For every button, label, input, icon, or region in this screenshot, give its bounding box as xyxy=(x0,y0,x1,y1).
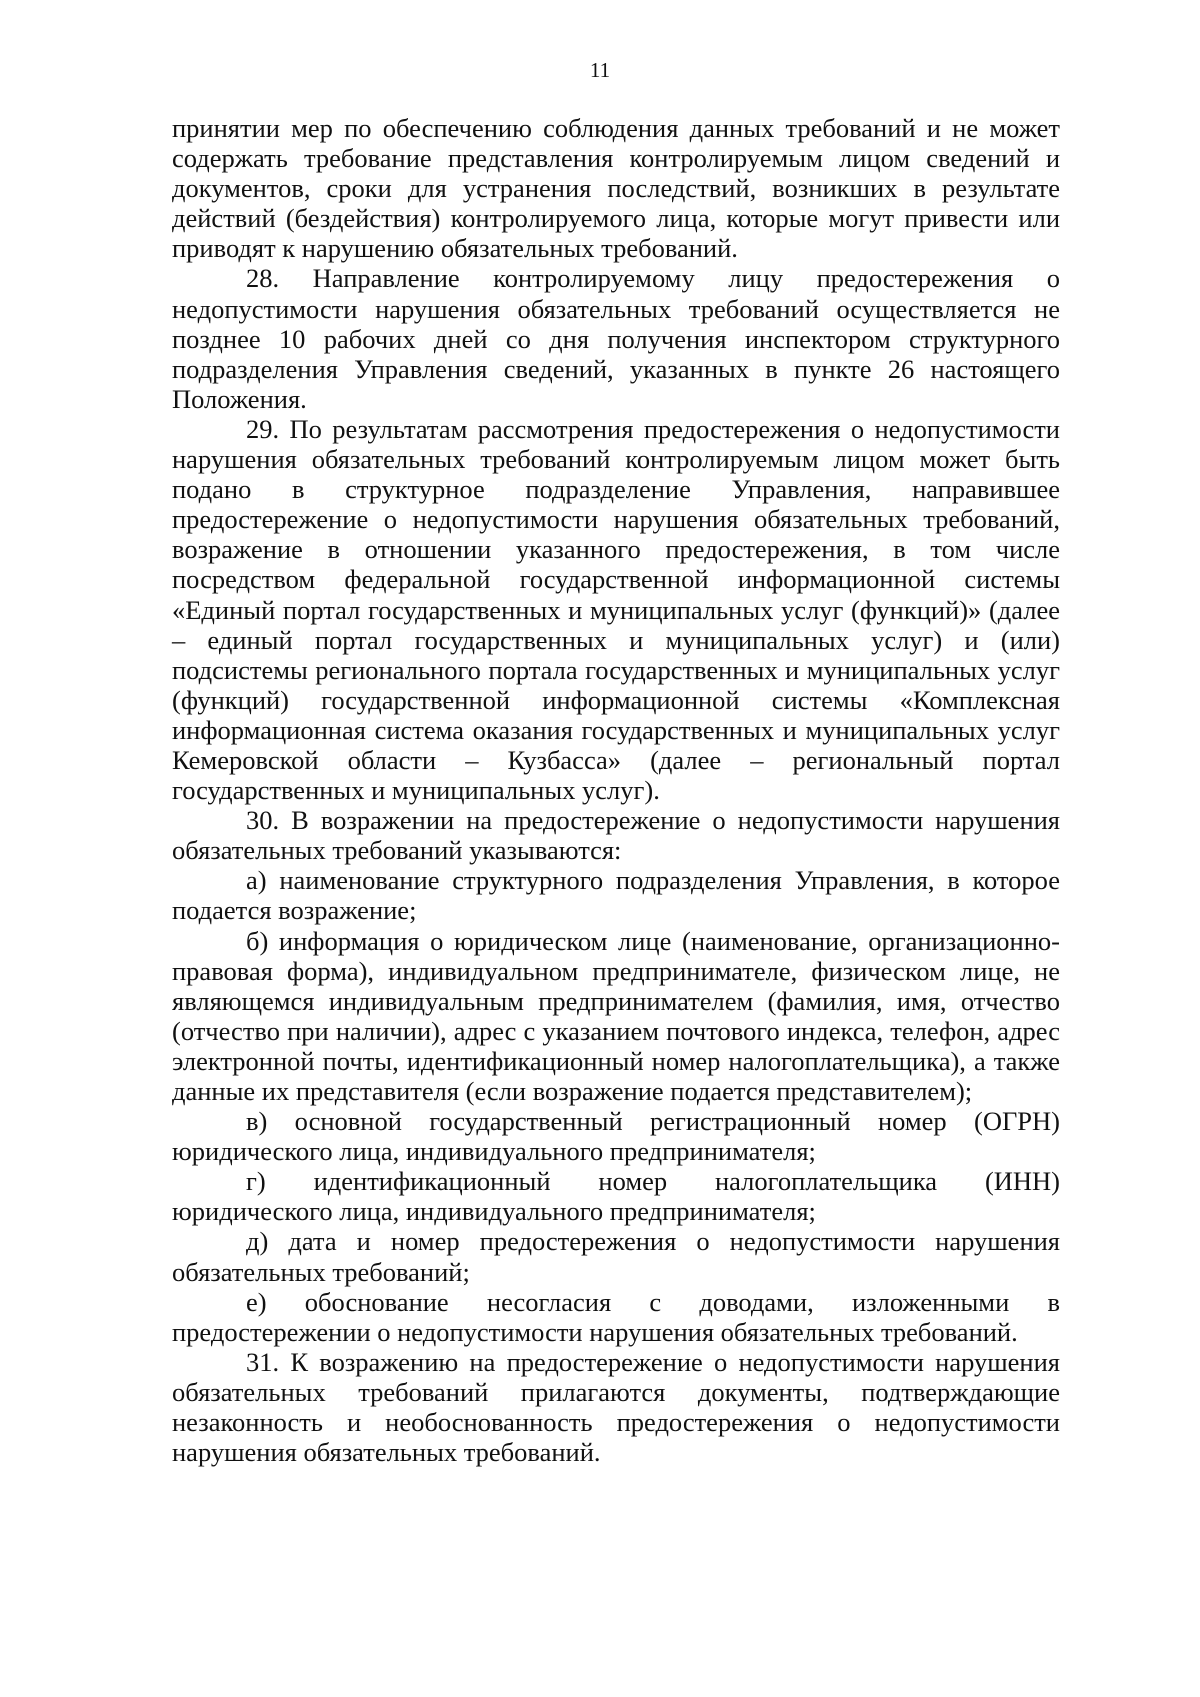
document-body xyxy=(172,113,1060,1467)
subitem-v: в) основной государственный регистрационный номер (ОГРН) юридического лица, индивидуального предпринимателя; xyxy=(172,1106,1060,1167)
page-number: 11 xyxy=(589,58,611,82)
paragraph-item-30: 30. В возражении на предостережение о недопустимости нарушения обязательных требований указываются: xyxy=(172,805,1060,866)
paragraph-item-31: 31. К возражению на предостережение о недопустимости нарушения обязательных требований прилагаются документы, подтверждающие незаконность и необоснованность предостережения о недопустимости нарушения обязательных требований. xyxy=(172,1346,1060,1468)
paragraph-item-29: 29. По результатам рассмотрения предостережения о недопустимости нарушения обязательных требований контролируемым лицом может быть подано в структурное подразделение Управления, направившее предостережение о недопустимости нарушения обязательных требований, возражение в отношении указанного предостережения, в том числе посредством федеральной государственной информационной системы «Единый портал государственных и муниципальных услуг (функций)» (далее – единый портал государственных и муниципальных услуг) и (или) подсистемы регионального портала государственных и муниципальных услуг (функций) государственной информационной системы «Комплексная информационная система оказания государственных и муниципальных услуг Кемеровской области – Кузбасса» (далее – региональный портал государственных и муниципальных услуг). xyxy=(172,413,1060,806)
subitem-d: д) дата и номер предостережения о недопустимости нарушения обязательных требований; xyxy=(172,1226,1060,1287)
subitem-a: а) наименование структурного подразделения Управления, в которое подается возражение; xyxy=(172,865,1060,926)
subitem-g: г) идентификационный номер налогоплательщика (ИНН) юридического лица, индивидуального предпринимателя; xyxy=(172,1166,1060,1227)
paragraph-item-28: 28. Направление контролируемому лицу предостережения о недопустимости нарушения обязательных требований осуществляется не позднее 10 рабочих дней со дня получения инспектором структурного подразделения Управления сведений, указанных в пункте 26 настоящего Положения. xyxy=(172,263,1060,414)
paragraph-continuation: принятии мер по обеспечению соблюдения данных требований и не может содержать требование представления контролируемым лицом сведений и документов, сроки для устранения последствий, возникших в результате действий (бездействия) контролируемого лица, которые могут привести или приводят к нарушению обязательных требований. xyxy=(172,113,1060,264)
subitem-b: б) информация о юридическом лице (наименование, организационно-правовая форма), индивидуальном предпринимателе, физическом лице, не являющемся индивидуальным предпринимателем (фамилия, имя, отчество (отчество при наличии), адрес с указанием почтового индекса, телефон, адрес электронной почты, идентификационный номер налогоплательщика), а также данные их представителя (если возражение подается представителем); xyxy=(172,925,1060,1106)
subitem-e: е) обоснование несогласия с доводами, изложенными в предостережении о недопустимости нарушения обязательных требований. xyxy=(172,1286,1060,1347)
